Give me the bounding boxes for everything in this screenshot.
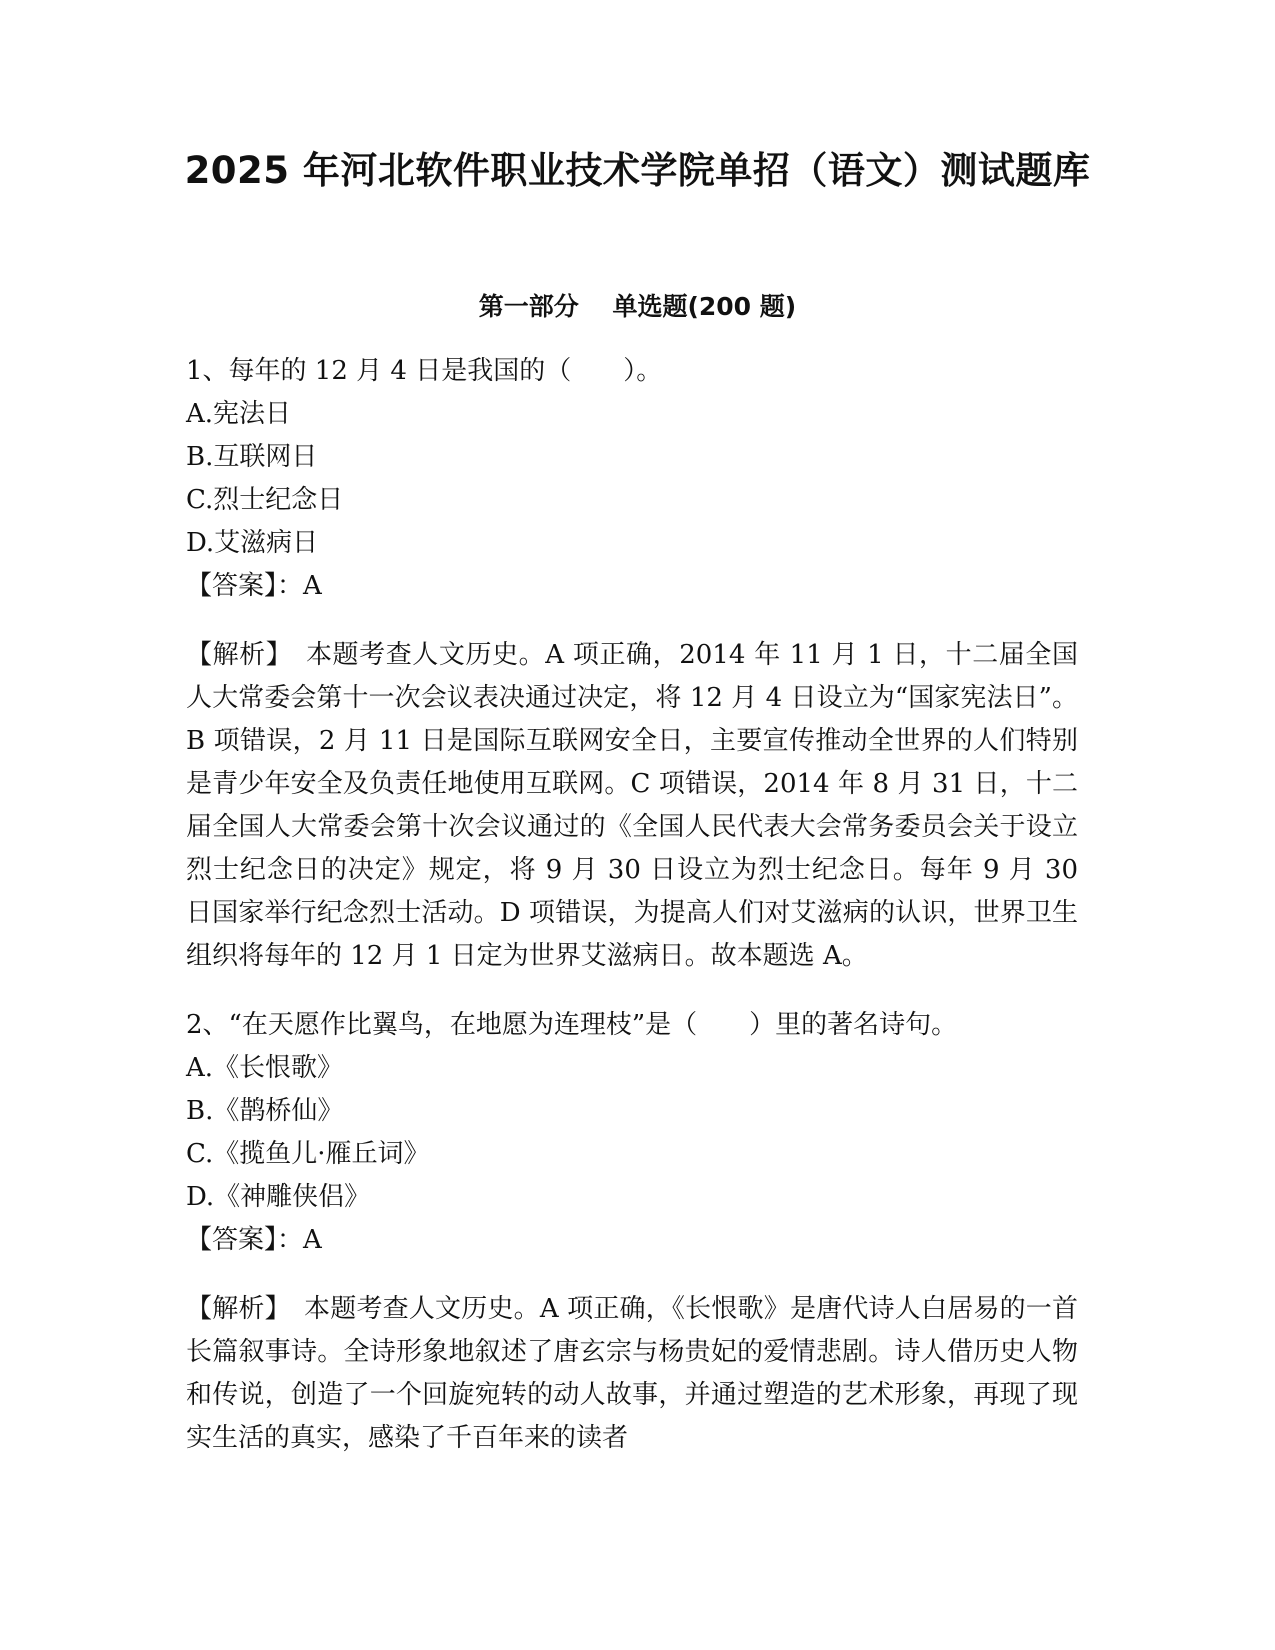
option-c: C.《揽鱼儿·雁丘词》 bbox=[186, 1139, 430, 1169]
option-c: C.烈士纪念日 bbox=[186, 485, 344, 515]
option-b: B.互联网日 bbox=[186, 442, 318, 472]
option-b: B.《鹊桥仙》 bbox=[186, 1096, 344, 1126]
question-stem: 1、每年的 12 月 4 日是我国的（ ）。 bbox=[186, 356, 663, 386]
question-1 bbox=[186, 350, 1086, 978]
explanation-label: 【解析】 bbox=[186, 640, 306, 670]
option-a: A.宪法日 bbox=[186, 399, 292, 429]
explanation-text: 本题考查人文历史。A 项正确，《长恨歌》是唐代诗人白居易的一首长篇叙事诗。全诗形象地叙述了唐玄宗与杨贵妃的爱情悲剧。诗人借历史人物和传说，创造了一个回旋宛转的动人故事，并通过塑造的艺术形象，再现了现实生活的真实，感染了千百年来的读者 bbox=[186, 1294, 1078, 1453]
explanation bbox=[186, 1288, 1078, 1460]
question-stem: 2、“在天愿作比翼鸟，在地愿为连理枝”是（ ）里的著名诗句。 bbox=[186, 1010, 958, 1040]
option-a: A.《长恨歌》 bbox=[186, 1053, 344, 1083]
explanation bbox=[186, 634, 1078, 978]
explanation-text: 本题考查人文历史。A 项正确，2014 年 11 月 1 日，十二届全国人大常委会第十一次会议表决通过决定，将 12 月 4 日设立为“国家宪法日”。B 项错误，2 月 11 日是国际互联网安全日，主要宣传推动全世界的人们特别是青少年安全及负责任地使用互联网。C 项错误，2014 年 8 月 31 日，十二届全国人大常委会第十次会议通过的《全国人民代表大会常务委员会关于设立烈士纪念日的决定》规定，将 9 月 30 日设立为烈士纪念日。每年 9 月 30 日国家举行纪念烈士活动。D 项错误，为提高人们对艾滋病的认识，世界卫生组织将每年的 12 月 1 日定为世界艾滋病日。故本题选 A。 bbox=[186, 640, 1078, 971]
option-d: D.艾滋病日 bbox=[186, 528, 319, 558]
question-2 bbox=[186, 1004, 1086, 1460]
explanation-label: 【解析】 bbox=[186, 1294, 305, 1324]
section-heading: 第一部分 单选题(200 题) bbox=[478, 292, 797, 321]
option-d: D.《神雕侠侣》 bbox=[186, 1182, 371, 1212]
answer: 【答案】：A bbox=[186, 571, 322, 601]
answer: 【答案】：A bbox=[186, 1225, 322, 1255]
page-title: 2025 年河北软件职业技术学院单招（语文）测试题库 bbox=[184, 149, 1091, 192]
question-list bbox=[186, 350, 1086, 1486]
